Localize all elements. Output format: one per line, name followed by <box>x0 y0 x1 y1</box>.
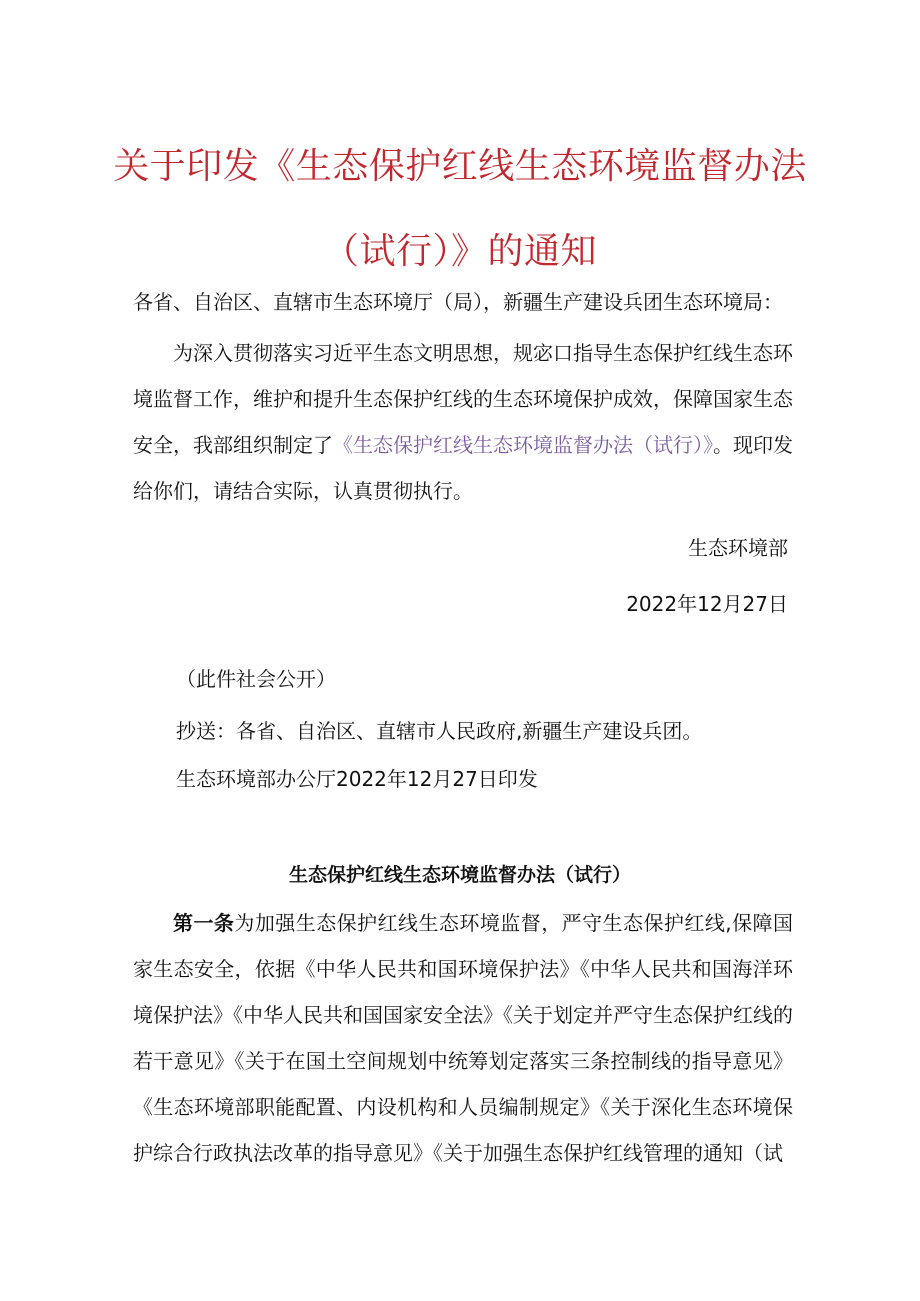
body-text-after: 。现印发给你们，请结合实际，认真贯彻执行。 <box>133 433 793 503</box>
body-text-before: 为深入贯彻落实习近平生态文明思想，规宓口指导生态保护红线生态环境监督工作，维护和提升生态保护红线的生态环境保护成效，保障国家生态安全，我部组织制定了 <box>133 341 793 457</box>
addressee: 各省、自治区、直辖市生态环境厅（局），新疆生产建设兵团生态环境局： <box>133 290 783 314</box>
article-1-text: 为加强生态保护红线生态环境监督，严守生态保护红线,保障国家生态安全，依据《中华人民共和国环境保护法》《中华人民共和国海洋环境保护法》《中华人民共和国国家安全法》《关于划定并严守生态保护红线的若干意见》《关于在国土空间规划中统筹划定落实三条控制线的指导意见》《生态环境部职能配置、内设机构和人员编制规定》《关于深化生态环境保护综合行政执法改革的指导意见》《关于加强生态保护红线管理的通知（试 <box>133 911 794 1165</box>
article-1-label: 第一条 <box>173 911 235 935</box>
document-name-link[interactable]: 《生态保护红线生态环境监督办法（试行）》 <box>333 433 713 457</box>
notice-body-paragraph <box>133 330 793 514</box>
issuer-line: 生态环境部办公厅2022年12月27日印发 <box>176 767 538 791</box>
signature-org: 生态环境部 <box>688 536 788 560</box>
signature-date: 2022年12月27日 <box>626 592 788 616</box>
notice-title-line-2: （试行）》的通知 <box>322 231 597 272</box>
cc-line: 抄送：各省、自治区、直辖市人民政府,新疆生产建设兵团。 <box>176 719 703 743</box>
measures-title: 生态保护红线生态环境监督办法（试行） <box>288 864 631 886</box>
notice-title-line-1: 关于印发《生态保护红线生态环境监督办法 <box>113 146 807 187</box>
public-note: （此件社会公开） <box>176 667 336 691</box>
article-1-paragraph <box>133 900 793 1176</box>
